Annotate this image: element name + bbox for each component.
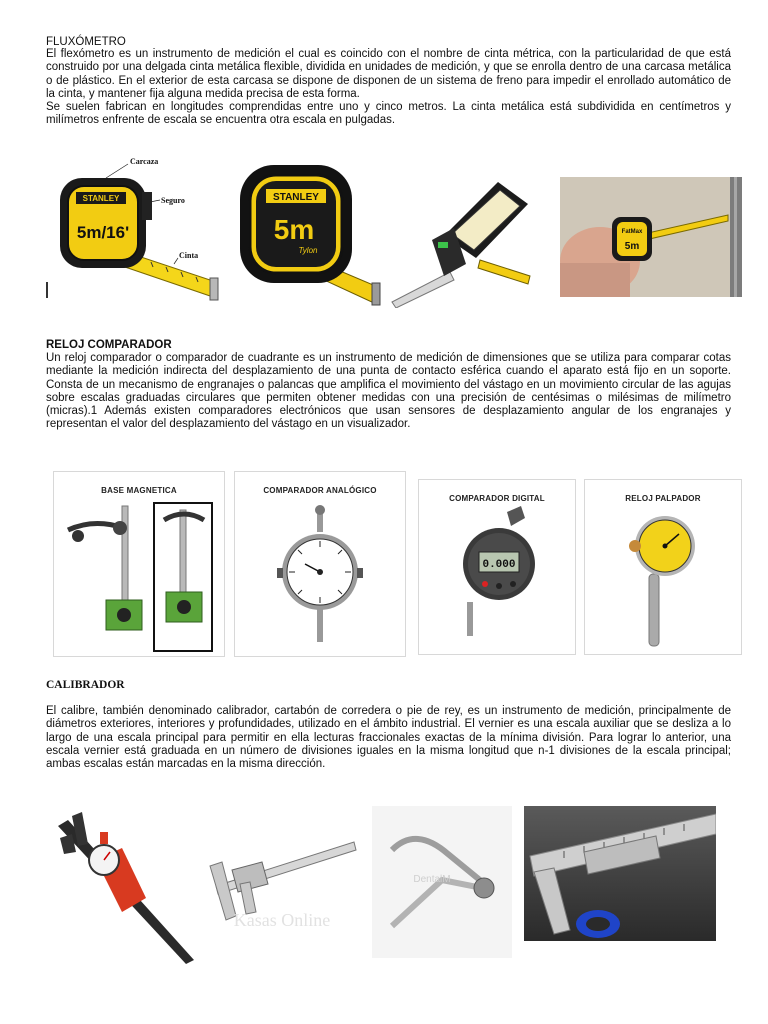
reloj-paragraph: Un reloj comparador o comparador de cuadrante es un instrumento de medición de dimensiones que se utiliza para comparar cotas mediante la medición indirecta del desplazamiento de una punta de contacto esférica cuando el aparato está fijo en un soporte. Consta de un mecanismo de engranajes o palancas que amplifica el movimiento del vástago en un movimiento circular de las agujas sobre escalas graduadas circulares que permiten obtener medidas con una precisión de centésimas o milésimas de milímetro (micras).1 Además existen comparadores electrónicos que usan sensores de desplazamiento angular de los engranajes y representan el valor del desplazamiento del vástago en un visualizador. [46,352,731,431]
image-dental-caliper [372,806,512,958]
brand-label: STANLEY [273,192,319,203]
section-title-reloj: RELOJ COMPARADOR [46,339,172,351]
image-tape-measure-stanley [234,153,384,310]
size-label: 5m [273,214,315,245]
digital-reading: 0.000 [482,559,516,571]
section-title-calibrador: CALIBRADOR [46,679,125,691]
brand-label: FatMax [621,229,643,235]
brand-label: STANLEY [82,194,120,203]
image-base-magnetica [53,471,225,657]
caliper-brand: DentalM [413,874,451,885]
fluxometro-paragraph-2: Se suelen fabrican en longitudes comprendidas entre uno y cinco metros. La cinta metálica está subdividida en centímetros y milímetros enfrente de escala se encuentra otra escala en pulgadas. [46,101,731,127]
image-tape-measure-level [388,176,538,308]
caption: COMPARADOR ANALÓGICO [263,486,377,495]
watermark: Kasas Online [233,910,331,930]
reloj-text [46,352,731,432]
size-label: 5m/16' [76,223,130,242]
size-label: 5m [624,241,640,252]
caption: COMPARADOR DIGITAL [449,494,545,503]
image-tape-measure-fatmax [560,177,742,297]
label-seguro: Seguro [161,196,185,205]
calibrador-text [46,705,731,771]
caption: RELOJ PALPADOR [625,494,701,503]
label-carcaza: Carcaza [130,157,159,166]
image-reloj-palpador [584,479,742,655]
image-comparador-analogico [234,471,406,657]
calibrador-paragraph: El calibre, también denominado calibrador, cartabón de corredera o pie de rey, es un instrumento de medición, principalmente de diámetros exteriores, interiores y profundidades, utilizado en el ámbito industrial. El vernier es una escala auxiliar que se desliza a lo largo de una escala principal para permitir en ella lecturas fraccionales exactas de la mínima división. Para lograr lo anterior, una escala vernier está graduada en un número de divisiones iguales en la misma longitud que n-1 divisiones de la escala principal; ambas escalas están marcadas en la misma dirección. [46,705,731,771]
image-caliper-ring [524,806,716,941]
model-label: Tylon [298,246,318,255]
image-caliper-dial [52,808,196,966]
image-comparador-digital [418,479,576,655]
image-vernier-caliper [202,808,358,940]
fluxometro-paragraph-1: El flexómetro es un instrumento de medición el cual es coincido con el nombre de cinta métrica, con la particularidad de que está construido por una delgada cinta metálica flexible, dividida en unidades de medición, y que se enrolla dentro de una carcasa metálica o de plástico. En el exterior de esta carcasa se dispone de disponen de un sistema de freno para impedir el enrollado automático de la cinta, y mantener fija alguna medida precisa de esta forma. [46,48,731,100]
section-title-fluxometro: FLUXÓMETRO [46,36,126,48]
fluxometro-text [46,48,731,128]
label-cinta: Cinta [179,251,199,260]
image-tape-measure-annotated [46,150,222,308]
caption: BASE MAGNETICA [101,486,177,495]
